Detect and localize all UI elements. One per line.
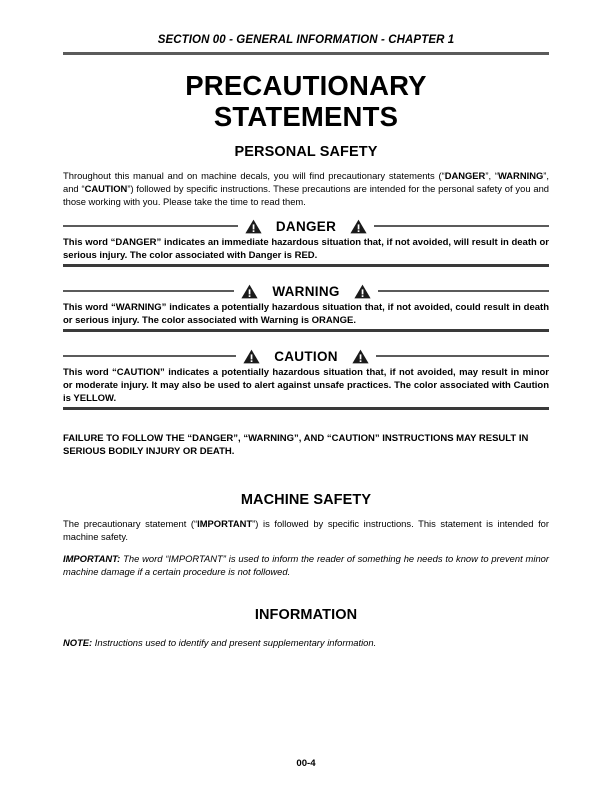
running-header-section-title: SECTION 00 - GENERAL INFORMATION - CHAPTER 1 (157, 34, 455, 46)
alert-bottom-rule-caution (63, 407, 549, 410)
failure-to-follow-notice: FAILURE TO FOLLOW THE “DANGER”, “WARNING”, AND “CAUTION” INSTRUCTIONS MAY RESULT IN SERIOUS BODILY INJURY OR DEATH. (63, 433, 529, 457)
alert-header-caution (63, 346, 549, 366)
page-number-footer: 00-4 (296, 758, 316, 769)
alert-rule-left (63, 355, 236, 357)
page-title (63, 70, 549, 132)
alert-word-caution: CAUTION (274, 348, 338, 364)
alert-header-danger (63, 216, 549, 236)
alert-header-warning (63, 281, 549, 301)
warning-triangle-icon (350, 219, 367, 234)
page-title-line-2: STATEMENTS (213, 101, 399, 132)
heading-machine-safety: MACHINE SAFETY (240, 492, 372, 508)
alert-bottom-rule-danger (63, 264, 549, 267)
note-paragraph: NOTE: Instructions used to identify and present supplementary information. (63, 637, 377, 648)
warning-triangle-icon (243, 349, 260, 364)
alert-rule-right (374, 225, 549, 227)
alert-bottom-rule-warning (63, 329, 549, 332)
warning-triangle-icon (354, 284, 371, 299)
alert-rule-right (376, 355, 549, 357)
alert-rule-right (378, 290, 549, 292)
alert-word-danger: DANGER (275, 218, 337, 234)
heading-information: INFORMATION (254, 607, 358, 623)
page-title-line-1: PRECAUTIONARY (185, 70, 427, 101)
alert-rule-left (63, 225, 238, 227)
warning-triangle-icon (245, 219, 262, 234)
heading-personal-safety: PERSONAL SAFETY (234, 144, 378, 160)
header-divider-rule (63, 52, 549, 55)
important-note-paragraph: IMPORTANT: The word “IMPORTANT” is used to inform the reader of something he needs to know to prevent minor machine damage if a certain procedure is not followed. (63, 553, 549, 578)
intro-paragraph: Throughout this manual and on machine decals, you will find precautionary statements (“DANGER”, “WARNING”, and “CAUTION”) followed by specific instructions. These precautions are intended for the personal safety of you and those working with you. Please take the time to read them. (63, 170, 550, 208)
warning-triangle-icon (241, 284, 258, 299)
alert-body-danger: This word “DANGER” indicates an immediate hazardous situation that, if not avoided, will result in death or serious injury. The color associated with Danger is RED. (63, 237, 549, 261)
alert-word-warning: WARNING (272, 283, 340, 299)
machine-safety-paragraph: The precautionary statement (“IMPORTANT”) is followed by specific instructions. This statement is intended for machine safety. (63, 518, 550, 543)
alert-body-warning: This word “WARNING” indicates a potentially hazardous situation that, if not avoided, could result in death or serious injury. The color associated with Warning is ORANGE. (63, 302, 549, 326)
alert-rule-left (63, 290, 234, 292)
warning-triangle-icon (352, 349, 369, 364)
alert-body-caution: This word “CAUTION” indicates a potentially hazardous situation that, if not avoided, may result in minor or moderate injury. It may also be used to alert against unsafe practices. The color associated with Caution is YELLOW. (63, 367, 549, 404)
